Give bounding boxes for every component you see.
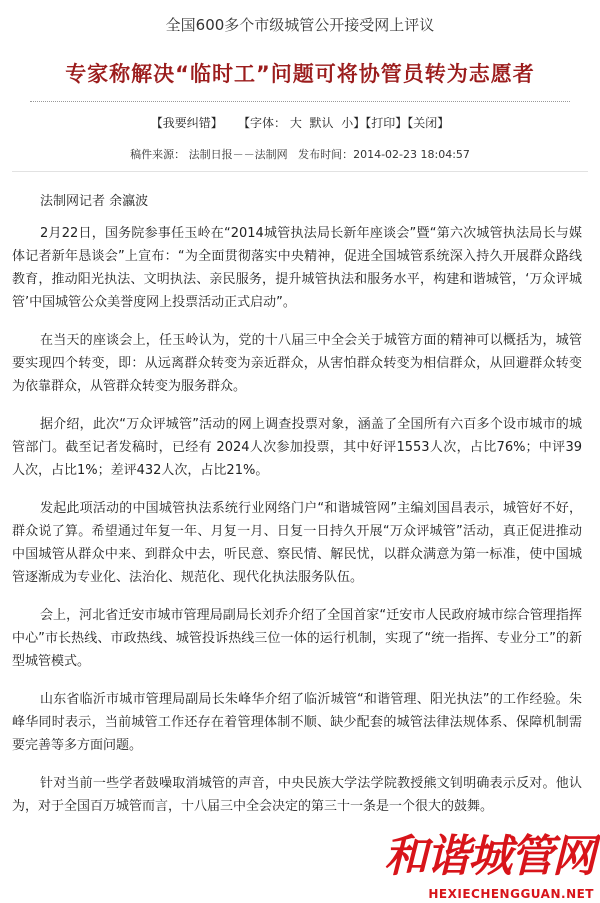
watermark-logo: 和谐城管网 [384, 831, 594, 882]
source-label: 稿件来源： [130, 148, 186, 161]
article-paragraph: 针对当前一些学者鼓噪取消城管的声音，中央民族大学法学院教授熊文钊明确表示反对。他认为，对于全国百万城管而言，十八届三中全会决定的第三十一条是一个很大的鼓舞。 [12, 776, 582, 814]
article-paragraph: 会上，河北省迁安市城市管理局副局长刘乔介绍了全国首家“迁安市人民政府城市综合管理指挥中心”市长热线、市政热线、城管投诉热线三位一体的运行机制，实现了“统一指挥、专业分工”的新型城管模式。 [12, 608, 582, 669]
title-divider [30, 101, 570, 102]
font-large-link[interactable]: 大 [289, 116, 302, 130]
font-small-link[interactable]: 小 [341, 116, 354, 130]
article-body [12, 190, 582, 833]
article-paragraph: 发起此项活动的中国城管执法系统行业网络门户“和谐城管网”主编刘国昌表示，城管好不好，群众说了算。希望通过年复一年、月复一月、日复一日持久开展“万众评城管”活动，真正促进推动中国城管从群众中来、到群众中去，听民意、察民情、解民忧，以群众满意为第一标准，使中国城管逐渐成为专业化、法治化、规范化、现代化执法服务队伍。 [12, 501, 582, 585]
close-link[interactable]: 【关闭】 [407, 116, 450, 130]
article-title: 专家称解决“临时工”问题可将协管员转为志愿者 [65, 62, 535, 86]
article-subtitle: 全国600多个市级城管公开接受网上评议 [165, 16, 435, 34]
meta-divider [12, 171, 588, 172]
font-size-label: 【字体： [238, 116, 287, 130]
article-byline: 法制网记者 余瀛波 [40, 194, 149, 209]
watermark-url: HEXIECHENGGUAN.NET [428, 887, 594, 901]
font-size-close: 】 [353, 116, 366, 130]
article-paragraph: 2月22日，国务院参事任玉岭在“2014城管执法局长新年座谈会”暨“第六次城管执法局长与媒体记者新年恳谈会”上宣布：“为全面贯彻落实中央精神，促进全国城管系统深入持久开展群众路线教育，推动阳光执法、文明执法、亲民服务，提升城管执法和服务水平，构建和谐城管，‘万众评城管’中国城管公众美誉度网上投票活动正式启动”。 [12, 226, 582, 310]
article-paragraph: 山东省临沂市城市管理局副局长朱峰华介绍了临沂城管“和谐管理、阳光执法”的工作经验。朱峰华同时表示，当前城管工作还存在着管理体制不顺、缺少配套的城管法律法规体系、保障机制需要完善等多方面问题。 [12, 692, 582, 753]
article-meta [0, 146, 600, 162]
article-toolbar [0, 114, 600, 131]
source-value: 法制日报－－法制网 [188, 148, 288, 161]
article-paragraph: 在当天的座谈会上，任玉岭认为，党的十八届三中全会关于城管方面的精神可以概括为，城管要实现四个转变，即：从远离群众转变为亲近群众，从害怕群众转变为相信群众，从回避群众转变为依靠群众，从管群众转变为服务群众。 [12, 333, 582, 394]
article-paragraph: 据介绍，此次“万众评城管”活动的网上调查投票对象，涵盖了全国所有六百多个设市城市的城管部门。截至记者发稿时，已经有 2024人次参加投票，其中好评1553人次，占比76%；中评39人次，占比1%；差评432人次，占比21%。 [12, 417, 582, 478]
site-watermark [384, 831, 600, 903]
publish-time-value: 2014-02-23 18:04:57 [353, 148, 470, 161]
report-error-link[interactable]: 【我要纠错】 [150, 116, 223, 130]
font-default-link[interactable]: 默认 [309, 116, 334, 130]
print-link[interactable]: 【打印】 [365, 116, 408, 130]
publish-time-label: 发布时间： [298, 148, 354, 161]
